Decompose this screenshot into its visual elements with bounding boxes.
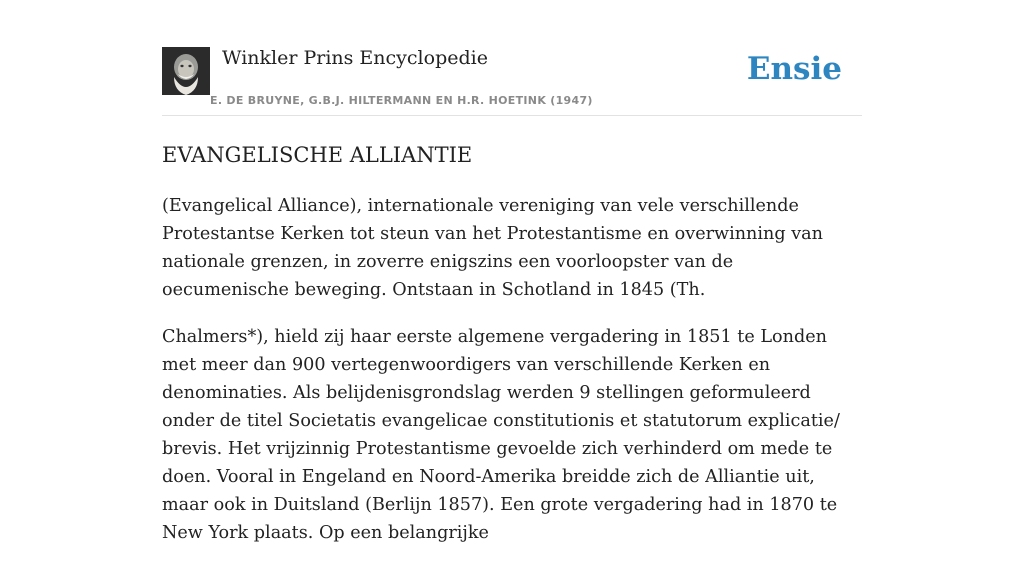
brand-logo[interactable]: Ensie [746,51,842,87]
article-body [162,192,862,566]
article-paragraph: Chalmers*), hield zij haar eerste algemene vergadering in 1851 te Londen met meer dan 900 vertegenwoordigers van verschillende Kerken en denominaties. Als belijdenisgrondslag werden 9 stellingen geformuleerd onder de titel Societatis evangelicae constitutionis et statutorum explicatie/ brevis. Het vrijzinnig Protestantisme gevoelde zich verhinderd om mede te doen. Vooral in Engeland en Noord-Amerika breidde zich de Alliantie uit, maar ook in Duitsland (Berlijn 1857). Een grote vergadering had in 1870 te New York plaats. Op een belangrijke [162,327,840,543]
authors-line: E. DE BRUYNE, G.B.J. HILTERMANN EN H.R. HOETINK (1947) [210,94,593,107]
article-paragraph: (Evangelical Alliance), internationale vereniging van vele verschillende Protestantse Kerken tot steun van het Protestantisme en overwinning van nationale grenzen, in zoverre enigszins een voorloopster van de oecumenische beweging. Ontstaan in Schotland in 1845 (Th. [162,196,823,300]
site-title[interactable]: Winkler Prins Encyclopedie [222,47,488,69]
author-avatar [162,47,210,95]
site-header [162,44,862,116]
article-title: EVANGELISCHE ALLIANTIE [162,143,473,167]
